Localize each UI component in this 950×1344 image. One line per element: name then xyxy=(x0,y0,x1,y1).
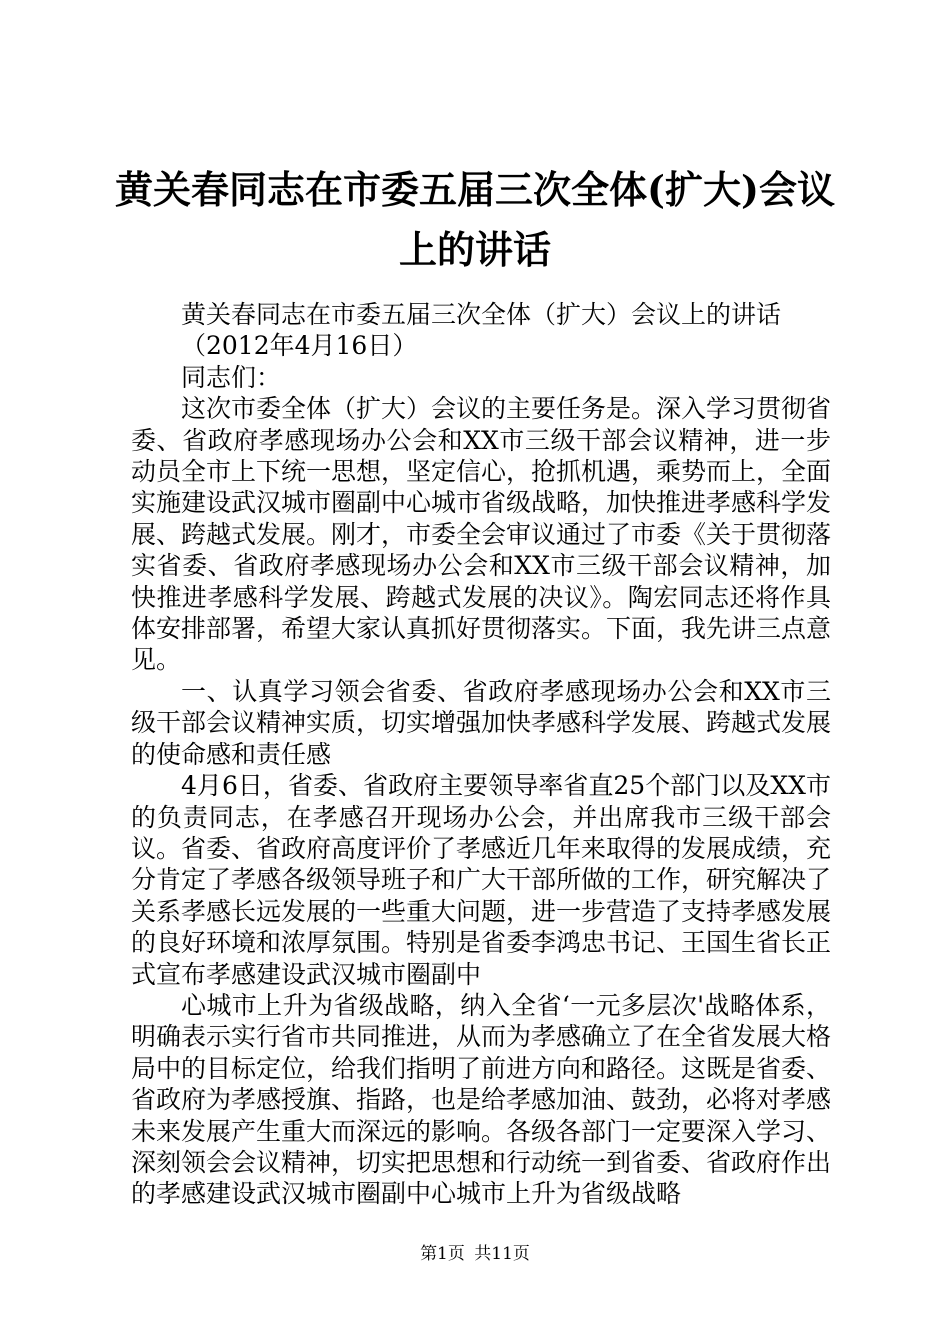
page-number: 第1页 xyxy=(420,1244,465,1264)
paragraph-april-meeting: 4月6日，省委、省政府主要领导率省直25个部门以及XX市的负责同志，在孝感召开现场办公会，并出席我市三级干部会议。省委、省政府高度评价了孝感近几年来取得的发展成绩，充分肯定了孝感各级领导班子和广大干部所做的工作，研究解决了关系孝感长远发展的一些重大问题，进一步营造了支持孝感发展的良好环境和浓厚氛围。特别是省委李鸿忠书记、王国生省长正式宣布孝感建设武汉城市圈副中 xyxy=(131,771,832,989)
paragraph-salutation: 同志们： xyxy=(181,362,282,392)
document-title: 黄关春同志在市委五届三次全体(扩大)会议上的讲话 xyxy=(115,167,835,272)
paragraph-date: （2012年4月16日） xyxy=(181,331,418,361)
paragraph-section-one-heading: 一、认真学习领会省委、省政府孝感现场办公会和XX市三级干部会议精神实质，切实增强加快孝感科学发展、跨越式发展的使命感和责任感 xyxy=(131,676,832,769)
paragraph-strategy: 心城市上升为省级战略，纳入全省‘一元多层次'战略体系，明确表示实行省市共同推进，从而为孝感确立了在全省发展大格局中的目标定位，给我们指明了前进方向和路径。这既是省委、省政府为孝感授旗、指路，也是给孝感加油、鼓劲，必将对孝感未来发展产生重大而深远的影响。各级各部门一定要深入学习、深刻领会会议精神，切实把思想和行动统一到省委、省政府作出的孝感建设武汉城市圈副中心城市上升为省级战略 xyxy=(131,990,832,1209)
document-body xyxy=(131,299,831,1210)
paragraph-heading-repeat: 黄关春同志在市委五届三次全体（扩大）会议上的讲话 xyxy=(181,300,782,329)
paragraph-intro: 这次市委全体（扩大）会议的主要任务是。深入学习贯彻省委、省政府孝感现场办公会和XX市三级干部会议精神，进一步动员全市上下统一思想，坚定信心，抢抓机遇，乘势而上，全面实施建设武汉城市圈副中心城市省级战略，加快推进孝感科学发展、跨越式发展。刚才，市委全会审议通过了市委《关于贯彻落实省委、省政府孝感现场办公会和XX市三级干部会议精神，加快推进孝感科学发展、跨越式发展的决议》。陶宏同志还将作具体安排部署，希望大家认真抓好贯彻落实。下面，我先讲三点意见。 xyxy=(131,394,832,675)
page-total: 共11页 xyxy=(474,1244,530,1264)
page-footer xyxy=(0,1242,950,1266)
